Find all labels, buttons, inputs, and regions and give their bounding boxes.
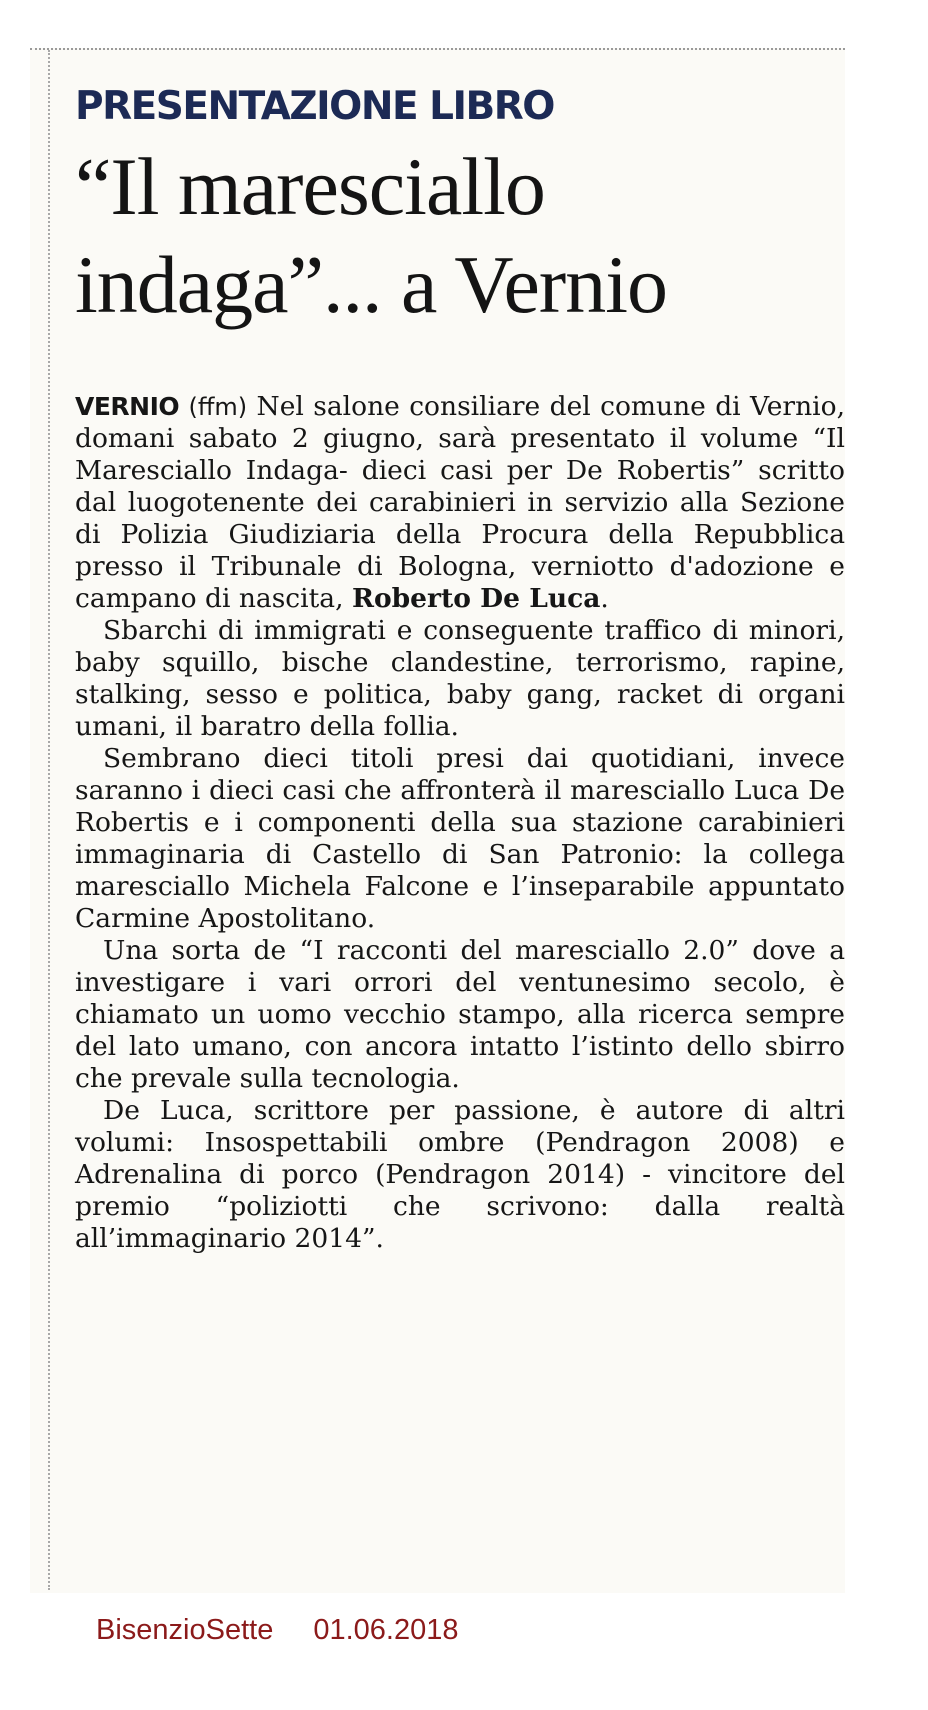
author-name: Roberto De Luca <box>351 583 601 614</box>
section-kicker: PRESENTAZIONE LIBRO <box>75 84 554 129</box>
source-date: 01.06.2018 <box>313 1614 459 1646</box>
source-publication: BisenzioSette <box>96 1614 274 1646</box>
source-caption <box>96 1614 458 1647</box>
paragraph-1-text: Nel salone consiliare del comune di Vernio, domani sabato 2 giugno, sarà presentato il volume “Il Maresciallo Indaga- dieci casi per De Robertis” scritto dal luogotenente dei carabinieri in servizio alla Sezione di Polizia Giudiziaria della Procura della Repubblica presso il Tribunale di Bologna, verniotto d'adozione e campano di nascita, <box>75 391 845 614</box>
headline-line-1: “Il maresciallo <box>75 141 545 232</box>
paragraph-1-end: . <box>600 583 609 614</box>
paragraph-4: Una sorta de “I racconti del maresciallo 2.0” dove a investigare i vari orrori del ventunesimo secolo, è chiamato un uomo vecchio stampo, alla ricerca sempre del lato umano, con ancora intatto l’istinto dello sbirro che prevale sulla tecnologia. <box>75 935 845 1094</box>
article-headline <box>75 138 835 334</box>
article-body <box>75 391 845 1255</box>
paragraph-3: Sembrano dieci titoli presi dai quotidiani, invece saranno i dieci casi che affronterà il maresciallo Luca De Robertis e i componenti della sua stazione carabinieri immaginaria di Castello di San Patronio: la collega maresciallo Michela Falcone e l’inseparabile appuntato Carmine Apostolitano. <box>75 743 845 934</box>
top-dotted-rule <box>30 48 845 50</box>
left-dotted-rule <box>48 50 50 1590</box>
paragraph-2: Sbarchi di immigrati e conseguente traffico di minori, baby squillo, bische clandestine, terrorismo, rapine, stalking, sesso e politica, baby gang, racket di organi umani, il baratro della follia. <box>75 615 845 742</box>
dateline: VERNIO <box>75 392 180 421</box>
author-credit: (ffm) <box>188 393 248 421</box>
headline-line-2: indaga”... a Vernio <box>75 239 667 330</box>
paragraph-1 <box>75 391 845 615</box>
paragraph-5: De Luca, scrittore per passione, è autore di altri volumi: Insospettabili ombre (Pendragon 2008) e Adrenalina di porco (Pendragon 2014) - vincitore del premio “poliziotti che scrivono: dalla realtà all’immaginario 2014”. <box>75 1095 845 1254</box>
